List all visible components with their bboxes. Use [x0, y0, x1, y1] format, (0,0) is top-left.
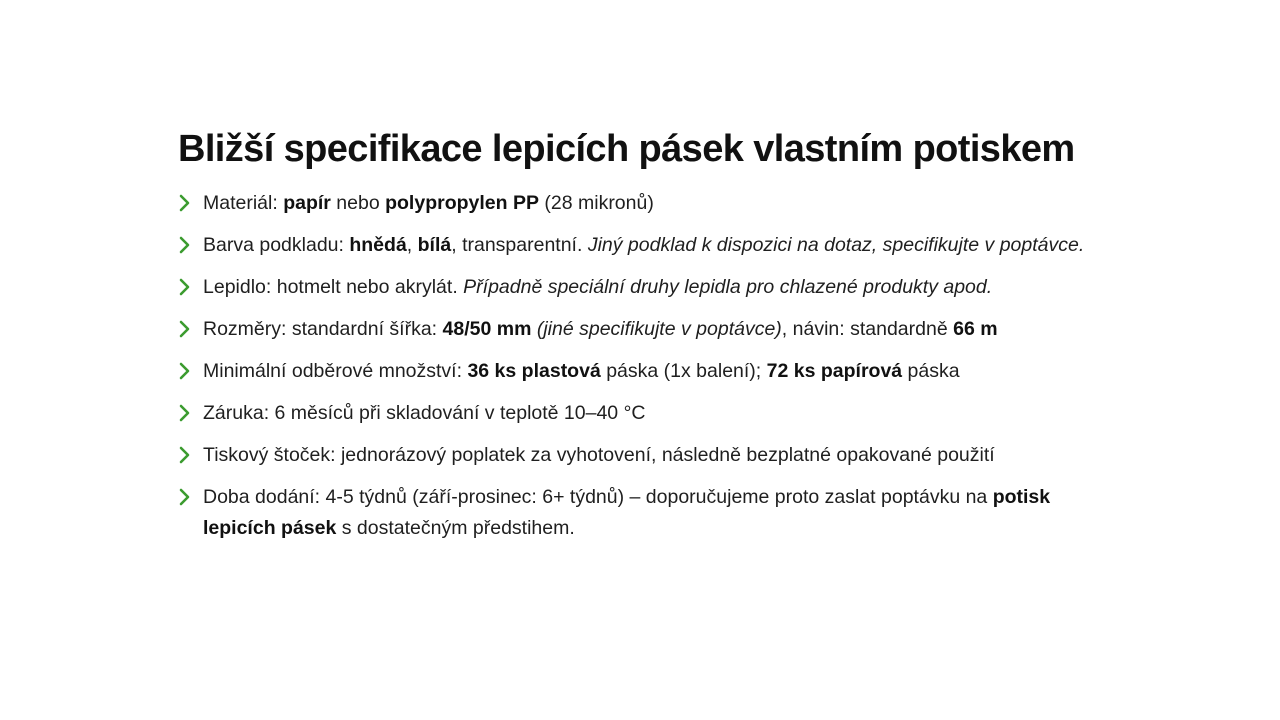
- text-segment: (28 mikronů): [538, 192, 654, 214]
- text-segment: Záruka: 6 měsíců při skladování v teplotě 10–40 °C: [203, 402, 646, 424]
- text-segment: Rozměry: standardní šířka:: [203, 318, 443, 340]
- text-segment: Materiál:: [203, 192, 284, 214]
- spec-section: [178, 124, 1118, 555]
- list-item: [178, 314, 1118, 345]
- list-item-text: [203, 188, 1118, 219]
- list-item-text: [203, 272, 1118, 303]
- text-segment: Lepidlo: hotmelt nebo akrylát.: [203, 276, 464, 298]
- text-segment-bold: 48/50 mm: [442, 318, 532, 340]
- text-segment-bold: papír: [283, 192, 331, 214]
- list-item: [178, 272, 1118, 303]
- chevron-right-icon: [178, 193, 192, 213]
- text-segment: , návin: standardně: [781, 318, 954, 340]
- text-segment-italic: Případně speciální druhy lepidla pro chlazené produkty apod.: [463, 276, 993, 298]
- text-segment-italic: Jiný podklad k dispozici na dotaz, specifikujte v poptávce.: [587, 234, 1085, 256]
- chevron-right-icon: [178, 487, 192, 507]
- text-segment: s dostatečným předstihem.: [336, 517, 575, 539]
- page-title: Bližší specifikace lepicích pásek vlastním potiskem: [178, 128, 1075, 170]
- text-segment-italic: (jiné specifikujte v poptávce): [536, 318, 782, 340]
- text-segment: , transparentní.: [451, 234, 588, 256]
- list-item: [178, 188, 1118, 219]
- list-item: [178, 356, 1118, 387]
- text-segment-bold: 66 m: [953, 318, 998, 340]
- text-segment: nebo: [330, 192, 386, 214]
- chevron-right-icon: [178, 445, 192, 465]
- list-item-text: [203, 398, 1118, 429]
- list-item-text: [203, 230, 1118, 261]
- text-segment: ,: [406, 234, 418, 256]
- spec-list: [178, 188, 1118, 544]
- text-segment-bold: potisk lepicích pásek: [203, 486, 1051, 539]
- text-segment: páska: [902, 360, 960, 382]
- list-item: [178, 398, 1118, 429]
- text-segment-bold: hnědá: [349, 234, 407, 256]
- chevron-right-icon: [178, 235, 192, 255]
- chevron-right-icon: [178, 277, 192, 297]
- text-segment: páska (1x balení);: [600, 360, 767, 382]
- chevron-right-icon: [178, 361, 192, 381]
- text-segment-bold: polypropylen PP: [385, 192, 539, 214]
- list-item-text: [203, 482, 1118, 544]
- text-segment-bold: 72 ks papírová: [766, 360, 903, 382]
- text-segment-bold: bílá: [417, 234, 452, 256]
- list-item: [178, 440, 1118, 471]
- list-item-text: [203, 314, 1118, 345]
- text-segment: Tiskový štoček: jednorázový poplatek za vyhotovení, následně bezplatné opakované použití: [203, 444, 995, 466]
- list-item: [178, 482, 1118, 544]
- chevron-right-icon: [178, 319, 192, 339]
- list-item-text: [203, 440, 1118, 471]
- chevron-right-icon: [178, 403, 192, 423]
- text-segment: Doba dodání: 4-5 týdnů (září-prosinec: 6+ týdnů) – doporučujeme proto zaslat poptávku na: [203, 486, 993, 508]
- list-item-text: [203, 356, 1118, 387]
- text-segment: Barva podkladu:: [203, 234, 350, 256]
- list-item: [178, 230, 1118, 261]
- text-segment-bold: 36 ks plastová: [467, 360, 601, 382]
- text-segment: Minimální odběrové množství:: [203, 360, 468, 382]
